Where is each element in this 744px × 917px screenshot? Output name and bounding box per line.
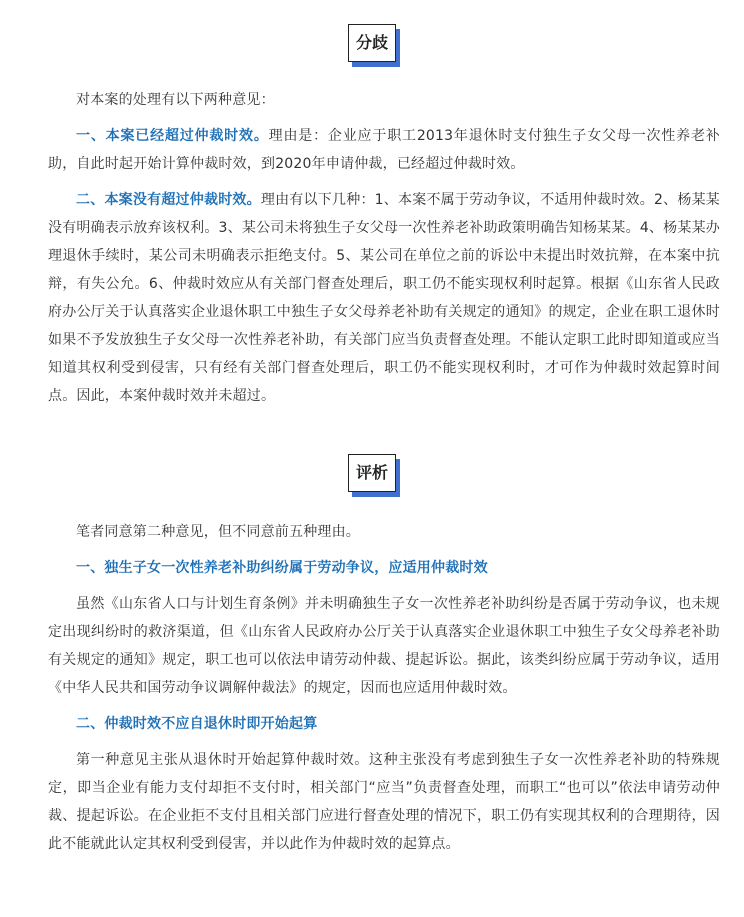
point-one-paragraph: 虽然《山东省人口与计划生育条例》并未明确独生子女一次性养老补助纠纷是否属于劳动争议，也未规定出现纠纷时的救济渠道，但《山东省人民政府办公厅关于认真落实企业退休职工中独生子女父母养老补助有关规定的通知》规定，职工也可以依法申请劳动仲裁、提起诉讼。据此，该类纠纷应属于劳动争议，适用《中华人民共和国劳动争议调解仲裁法》的规定，因而也应适用仲裁时效。 [48, 596, 720, 696]
section-header-analysis [348, 454, 396, 494]
opinion-two-heading: 二、本案没有超过仲裁时效。 [76, 192, 261, 208]
point-two-paragraph: 第一种意见主张从退休时开始起算仲裁时效。这种主张没有考虑到独生子女一次性养老补助的特殊规定，即当企业有能力支付却拒不支付时，相关部门“应当”负责督查处理，而职工“也可以”依法申请劳动仲裁、提起诉讼。在企业拒不支付且相关部门应进行督查处理的情况下，职工仍有实现其权利的合理期待，因此不能就此认定其权利受到侵害，并以此作为仲裁时效的起算点。 [48, 752, 720, 852]
section-title: 分歧 [348, 24, 396, 62]
opinion-one-heading: 一、本案已经超过仲裁时效。 [76, 128, 269, 144]
section-analysis-body [48, 518, 720, 858]
section-title: 评析 [348, 454, 396, 492]
section-header-divergence [348, 24, 396, 64]
analysis-intro-paragraph: 笔者同意第二种意见，但不同意前五种理由。 [76, 524, 360, 540]
opinion-one-paragraph [48, 122, 720, 178]
section-divergence-body [48, 86, 720, 410]
point-one-heading: 一、独生子女一次性养老补助纠纷属于劳动争议，应适用仲裁时效 [76, 560, 488, 576]
point-two-heading: 二、仲裁时效不应自退休时即开始起算 [76, 716, 318, 732]
opinion-one-text: 理由是：企业应于职工2013年退休时支付独生子女父母一次性养老补助，自此时起开始计算仲裁时效，到2020年申请仲裁，已经超过仲裁时效。 [48, 128, 720, 172]
opinion-two-text: 理由有以下几种：1、本案不属于劳动争议，不适用仲裁时效。2、杨某某没有明确表示放弃该权利。3、某公司未将独生子女父母一次性养老补助政策明确告知杨某某。4、杨某某办理退休手续时，某公司未明确表示拒绝支付。5、某公司在单位之前的诉讼中未提出时效抗辩，在本案中抗辩，有失公允。6、仲裁时效应从有关部门督查处理后，职工仍不能实现权利时起算。根据《山东省人民政府办公厅关于认真落实企业退休职工中独生子女父母养老补助有关规定的通知》的规定，企业在职工退休时如果不予发放独生子女父母一次性养老补助，有关部门应当负责督查处理。不能认定职工此时即知道或应当知道其权利受到侵害，只有经有关部门督查处理后，职工仍不能实现权利时，才可作为仲裁时效起算时间点。因此，本案仲裁时效并未超过。 [48, 192, 720, 404]
intro-paragraph: 对本案的处理有以下两种意见： [76, 92, 275, 108]
opinion-two-paragraph [48, 186, 720, 410]
